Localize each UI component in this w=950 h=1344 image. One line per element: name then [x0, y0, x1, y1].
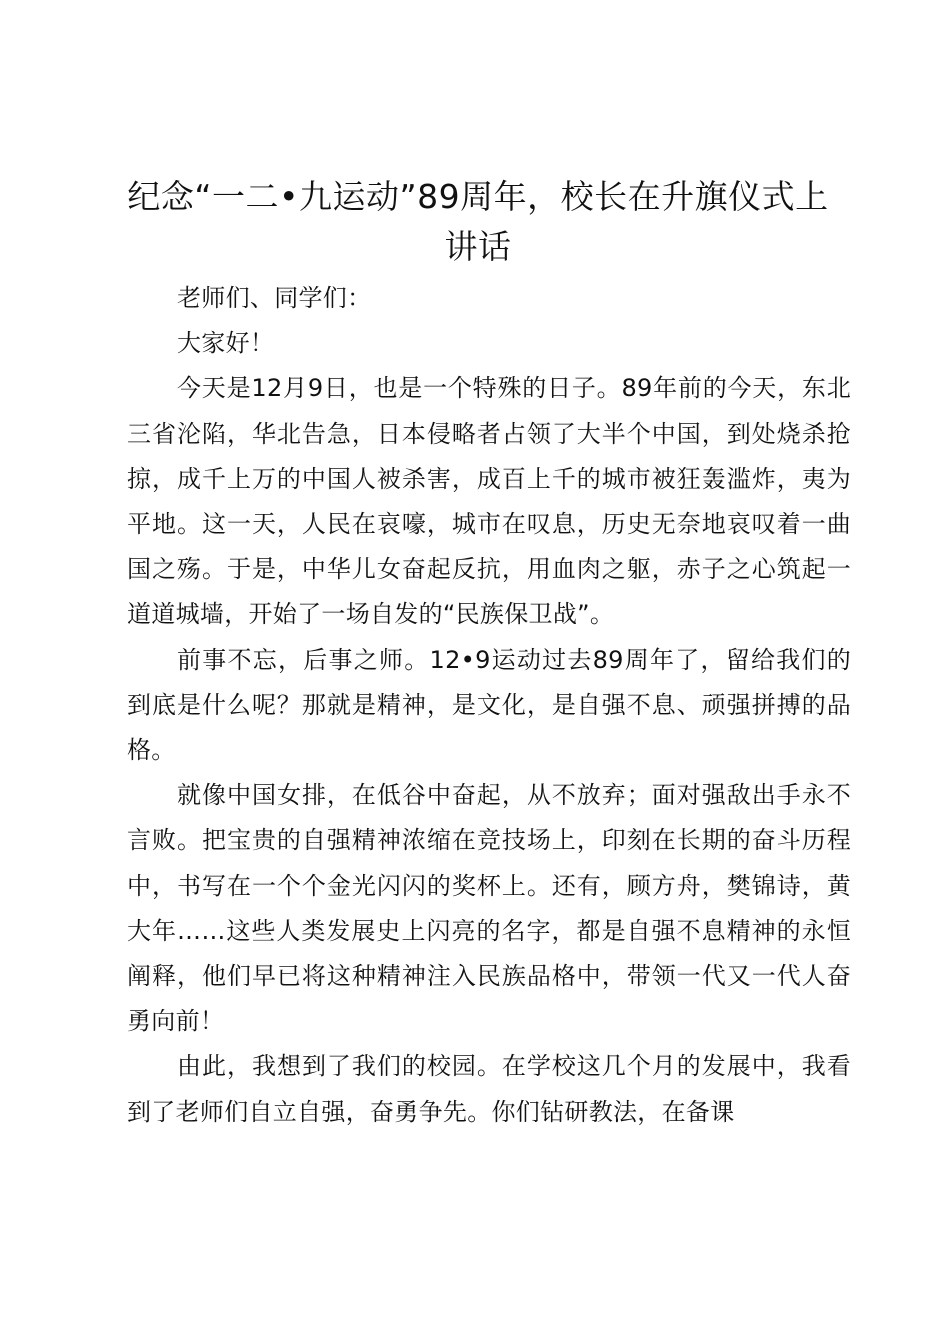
salutation: 老师们、同学们：: [177, 284, 372, 312]
greeting: 大家好！: [177, 329, 275, 358]
paragraph-history: 今天是12月9日，也是一个特殊的日子。89年前的今天，东北三省沦陷，华北告急，日本侵略者占领了大半个中国，到处烧杀抢掠，成千上万的中国人被杀害，成百上千的城市被狂轰滥炸，夷为平地。这一天，人民在哀嚎，城市在叹息，历史无奈地哀叹着一曲国之殇。于是，中华儿女奋起反抗，用血肉之躯，赤子之心筑起一道道城墙，开始了一场自发的“民族保卫战”。: [127, 374, 851, 629]
paragraph-campus: 由此，我想到了我们的校园。在学校这几个月的发展中，我看到了老师们自立自强，奋勇争先。你们钻研教法，在备课: [127, 1052, 851, 1126]
paragraph-examples: 就像中国女排，在低谷中奋起，从不放弃；面对强敌出手永不言败。把宝贵的自强精神浓缩在竞技场上，印刻在长期的奋斗历程中，书写在一个个金光闪闪的奖杯上。还有，顾方舟，樊锦诗，黄大年……这些人类发展史上闪亮的名字，都是自强不息精神的永恒阐释，他们早已将这种精神注入民族品格中，带领一代又一代人奋勇向前！: [127, 781, 851, 1036]
paragraph-legacy: 前事不忘，后事之师。12•9运动过去89周年了，留给我们的到底是什么呢？那就是精神，是文化，是自强不息、顽强拼搏的品格。: [127, 645, 851, 765]
document-title: 纪念“一二•九运动”89周年，校长在升旗仪式上讲话: [127, 177, 829, 266]
document-body: [127, 276, 851, 1135]
